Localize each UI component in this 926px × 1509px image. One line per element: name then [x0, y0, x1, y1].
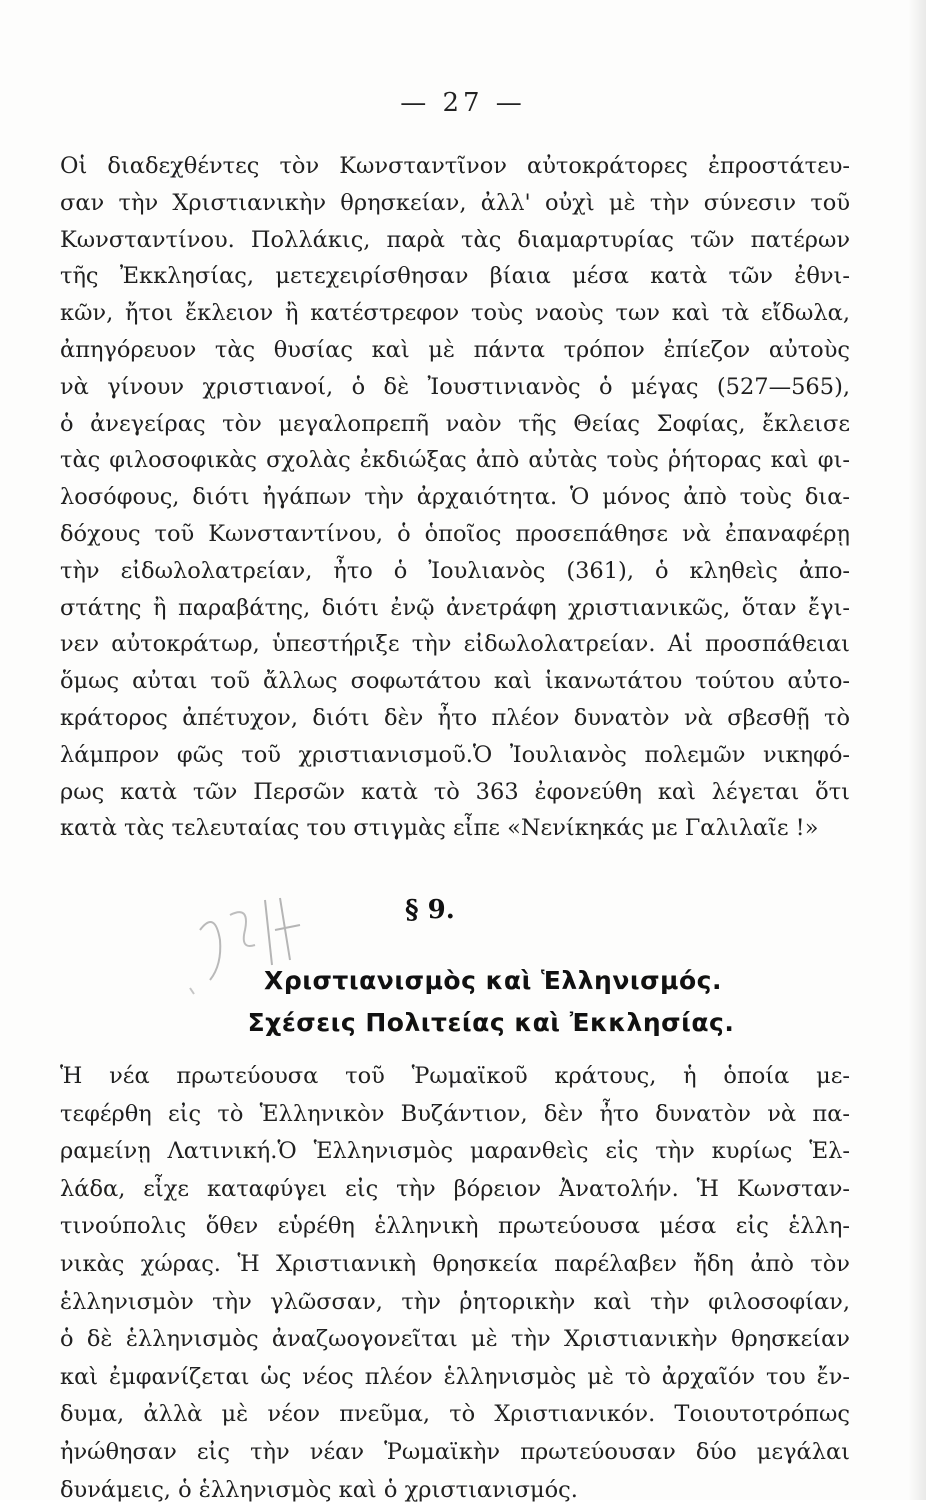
text-line: ὅμως αὐται τοῦ ἄλλως σοφωτάτου καὶ ἱκανωτάτου τούτου αὐτο- [60, 668, 850, 695]
paragraph-2 [60, 1058, 850, 1509]
page-number: — 27 — [400, 88, 526, 118]
text-line: κῶν, ἤτοι ἔκλειον ἢ κατέστρεφον τοὺς ναοὺς των καὶ τὰ εἴδωλα, [60, 300, 850, 327]
text-line: καὶ ἐμφανίζεται ὡς νέος πλέον ἑλληνισμὸς μὲ τὸ ἀρχαῖόν του ἔν- [60, 1363, 850, 1390]
text-line: ὁ δὲ ἑλληνισμὸς ἀναζωογονεῖται μὲ τὴν Χριστιανικὴν θρησκείαν [60, 1326, 850, 1353]
text-line: νικὰς χώρας. Ἡ Χριστιανικὴ θρησκεία παρέλαβεν ἤδη ἀπὸ τὸν [60, 1250, 850, 1277]
text-line: σαν τὴν Χριστιανικὴν θρησκείαν, ἀλλ' οὐχὶ μὲ τὴν σύνεσιν τοῦ [60, 189, 850, 216]
text-line: νὰ γίνουν χριστιανοί, ὁ δὲ Ἰουστινιανὸς ὁ μέγας (527—565), [60, 373, 850, 400]
text-line: ὁ ἀνεγείρας τὸν μεγαλοπρεπῆ ναὸν τῆς Θείας Σοφίας, ἔκλεισε [60, 410, 850, 437]
section-heading-line-2: Σχέσεις Πολιτείας καὶ Ἐκκλησίας. [247, 1008, 735, 1037]
text-line: ραμείνῃ Λατινική.Ὁ Ἑλληνισμὸς μαρανθεὶς εἰς τὴν κυρίως Ἑλ- [60, 1138, 850, 1165]
text-line: δόχους τοῦ Κωνσταντίνου, ὁ ὁποῖος προσεπάθησε νὰ ἐπαναφέρῃ [60, 520, 850, 547]
page-edge-shadow [908, 0, 926, 1500]
text-line: ἠνώθησαν εἰς τὴν νέαν Ῥωμαϊκὴν πρωτεύουσαν δύο μεγάλαι [60, 1438, 850, 1465]
text-line: τεφέρθη εἰς τὸ Ἑλληνικὸν Βυζάντιον, δὲν ἦτο δυνατὸν νὰ πα- [60, 1100, 850, 1127]
text-line: ρως κατὰ τῶν Περσῶν κατὰ τὸ 363 ἐφονεύθη καὶ λέγεται ὅτι [60, 778, 850, 805]
text-line: τινούπολις ὅθεν εὑρέθη ἑλληνικὴ πρωτεύουσα μέσα εἰς ἑλλη- [60, 1213, 850, 1240]
text-line: ἑλληνισμὸν τὴν γλῶσσαν, τὴν ῥητορικὴν καὶ τὴν φιλοσοφίαν, [60, 1288, 850, 1315]
text-line: τὰς φιλοσοφικὰς σχολὰς ἐκδιώξας ἀπὸ αὐτὰς τοὺς ῥήτορας καὶ φι- [60, 447, 850, 474]
section-number: § 9. [405, 895, 455, 925]
text-line: Οἱ διαδεχθέντες τὸν Κωνσταντῖνον αὐτοκράτορες ἐπροστάτευ- [60, 153, 850, 179]
text-line: λοσόφους, διότι ἠγάπων τὴν ἀρχαιότητα. Ὁ μόνος ἀπὸ τοὺς δια- [60, 484, 850, 511]
text-line: δυμα, ἀλλὰ μὲ νέον πνεῦμα, τὸ Χριστιανικόν. Τοιουτοτρόπως [60, 1401, 850, 1428]
text-line: κατὰ τὰς τελευταίας του στιγμὰς εἶπε «Νενίκηκάς με Γαλιλαῖε !» [60, 815, 819, 842]
text-line: νεν αὐτοκράτωρ, ὑπεστήριξε τὴν εἰδωλολατρείαν. Αἱ προσπάθειαι [60, 631, 850, 658]
text-line: Κωνσταντίνου. Πολλάκις, παρὰ τὰς διαμαρτυρίας τῶν πατέρων [60, 226, 850, 253]
text-line: τῆς Ἐκκλησίας, μετεχειρίσθησαν βίαια μέσα κατὰ τῶν ἐθνι- [60, 263, 850, 290]
text-line: ἀπηγόρευον τὰς θυσίας καὶ μὲ πάντα τρόπον ἐπίεζον αὐτοὺς [60, 336, 850, 363]
text-line: λάμπρον φῶς τοῦ χριστιανισμοῦ.Ὁ Ἰουλιανὸς πολεμῶν νικηφό- [60, 741, 850, 768]
text-line: Ἡ νέα πρωτεύουσα τοῦ Ῥωμαϊκοῦ κράτους, ἡ ὁποία με- [60, 1063, 850, 1089]
text-line: τὴν εἰδωλολατρείαν, ἦτο ὁ Ἰουλιανὸς (361), ὁ κληθεὶς ἀπο- [60, 557, 850, 584]
section-heading-line-1: Χριστιανισμὸς καὶ Ἑλληνισμός. [264, 966, 722, 995]
text-line: κράτορος ἀπέτυχον, διότι δὲν ἦτο πλέον δυνατὸν νὰ σβεσθῇ τὸ [60, 704, 850, 731]
text-line: δυνάμεις, ὁ ἑλληνισμὸς καὶ ὁ χριστιανισμός. [60, 1476, 578, 1503]
text-line: στάτης ἢ παραβάτης, διότι ἐνῷ ἀνετράφη χριστιανικῶς, ὅταν ἔγι- [60, 594, 850, 621]
paragraph-1 [60, 148, 850, 847]
text-line: λάδα, εἶχε καταφύγει εἰς τὴν βόρειον Ἀνατολήν. Ἡ Κωνσταν- [60, 1175, 850, 1202]
